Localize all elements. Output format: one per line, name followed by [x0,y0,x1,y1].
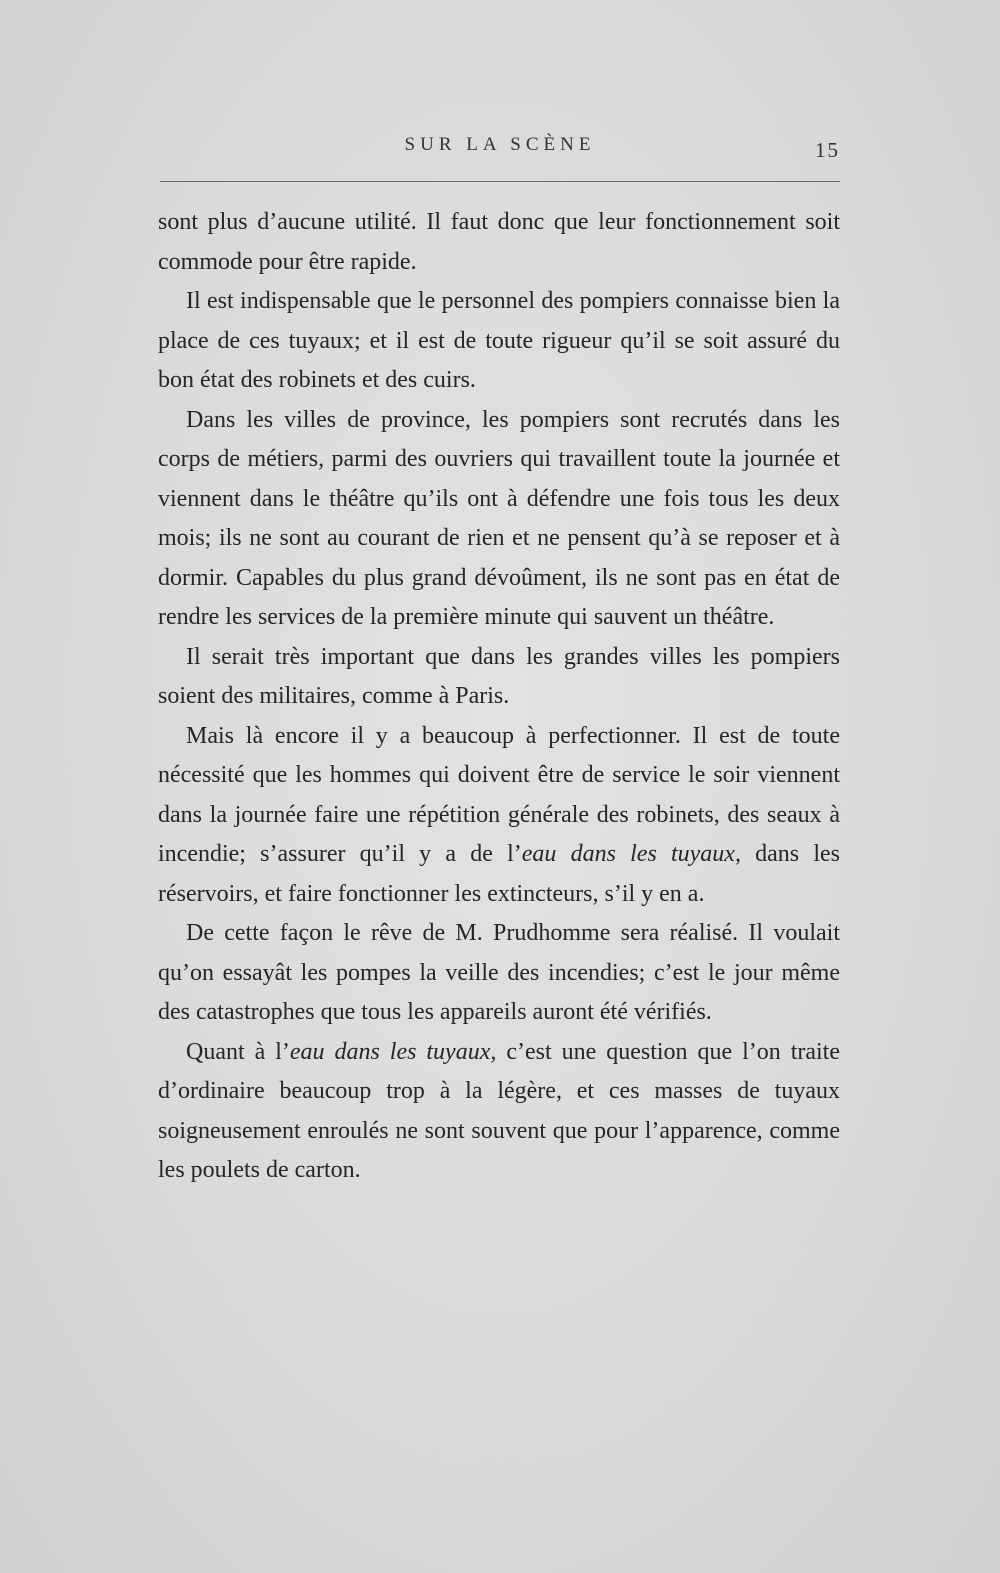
paragraph-5-text-b: dans les réservoirs, et faire fonctionner les extincteurs, s’il y en a. [158,841,840,907]
paragraph-7 [158,1033,840,1191]
page-number: 15 [815,138,840,162]
paragraph-3: Dans les villes de province, les pompiers sont recrutés dans les corps de métiers, parmi des ouvriers qui travaillent toute la journée et viennent dans le théâtre qu’ils ont à défendre une fois tous les deux mois; ils ne sont au courant de rien et ne pensent qu’à se reposer et à dormir. Capables du plus grand dévoûment, ils ne sont pas en état de rendre les services de la première minute qui sauvent un théâtre. [158,406,840,630]
paragraph-7-text-b: c’est une question que l’on traite d’ordinaire beaucoup trop à la légère, et ces masses de tuyaux soigneusement enroulés ne sont souvent que pour l’apparence, comme les poulets de carton. [158,1038,841,1183]
paragraph-5 [158,717,840,915]
paragraph-2: Il est indispensable que le personnel des pompiers connaisse bien la place de ces tuyaux; et il est de toute rigueur qu’il se soit assuré du bon état des robinets et des cuirs. [158,288,840,393]
paragraph-7-italic: eau dans les tuyaux, [289,1038,497,1065]
body-text [158,203,840,1191]
running-head [160,134,840,164]
paragraph-1: sont plus d’aucune utilité. Il faut donc que leur fonctionnement soit commode pour être rapide. [158,209,840,275]
paragraph-5-text-a: Mais là encore il y a beaucoup à perfectionner. Il est de toute nécessité que les hommes qui doivent être de service le soir viennent dans la journée faire une répétition générale des robinets, des seaux à incendie; s’assurer qu’il y a de l’ [158,722,840,867]
paragraph-5-italic: eau dans les tuyaux, [521,841,741,867]
paragraph-7-text-a: Quant à l’ [186,1038,290,1065]
running-title: SUR LA SCÈNE [404,134,596,155]
paragraph-4: Il serait très important que dans les grandes villes les pompiers soient des militaires, comme à Paris. [158,643,840,709]
paragraph-6: De cette façon le rêve de M. Prudhomme sera réalisé. Il voulait qu’on essayât les pompes la veille des incendies; c’est le jour même des catastrophes que tous les appareils auront été vérifiés. [158,920,840,1025]
header-rule [160,181,840,182]
